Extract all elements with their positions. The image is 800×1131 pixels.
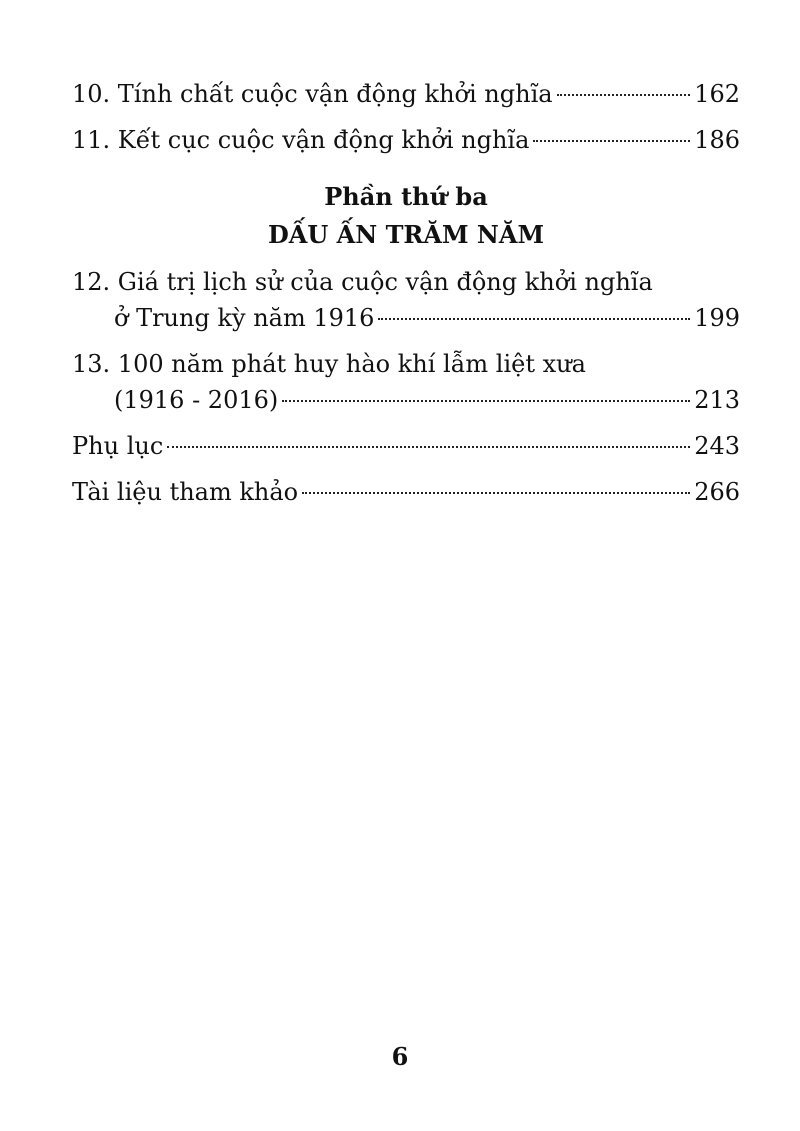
toc-entry-page: 213 bbox=[694, 386, 740, 414]
toc-entry-page: 243 bbox=[694, 432, 740, 460]
dot-leader bbox=[533, 140, 690, 142]
section-title: DẤU ẤN TRĂM NĂM bbox=[267, 220, 545, 249]
toc-entry-appendix[interactable] bbox=[72, 428, 740, 474]
toc-entry-page: 186 bbox=[694, 126, 740, 154]
toc-entry-title: 11. Kết cục cuộc vận động khởi nghĩa bbox=[72, 126, 530, 154]
toc-entry-page: 266 bbox=[694, 478, 740, 506]
dot-leader bbox=[378, 318, 690, 320]
dot-leader bbox=[557, 94, 691, 96]
toc-entry-title-line1: 13. 100 năm phát huy hào khí lẫm liệt xưa bbox=[72, 350, 586, 378]
dot-leader bbox=[282, 400, 690, 402]
section-heading bbox=[72, 178, 740, 254]
toc-entry-title: Phụ lục bbox=[72, 432, 164, 460]
section-part-label: Phần thứ ba bbox=[324, 182, 488, 211]
dot-leader bbox=[302, 492, 690, 494]
toc-entry-12[interactable] bbox=[72, 264, 740, 346]
table-of-contents bbox=[72, 76, 740, 520]
toc-entry-title: Tài liệu tham khảo bbox=[72, 478, 299, 506]
toc-entry-title: 10. Tính chất cuộc vận động khởi nghĩa bbox=[72, 80, 553, 108]
toc-entry-10[interactable] bbox=[72, 76, 740, 122]
toc-entry-page: 199 bbox=[694, 304, 740, 332]
toc-entry-title-line2: ở Trung kỳ năm 1916 bbox=[114, 304, 375, 332]
toc-entry-11[interactable] bbox=[72, 122, 740, 168]
dot-leader bbox=[167, 446, 690, 448]
toc-entry-references[interactable] bbox=[72, 474, 740, 520]
toc-entry-13[interactable] bbox=[72, 346, 740, 428]
toc-entry-page: 162 bbox=[694, 80, 740, 108]
toc-entry-title-line2: (1916 - 2016) bbox=[114, 386, 279, 414]
toc-entry-title-line1: 12. Giá trị lịch sử của cuộc vận động khởi nghĩa bbox=[72, 268, 653, 296]
page-number: 6 bbox=[391, 1042, 409, 1071]
